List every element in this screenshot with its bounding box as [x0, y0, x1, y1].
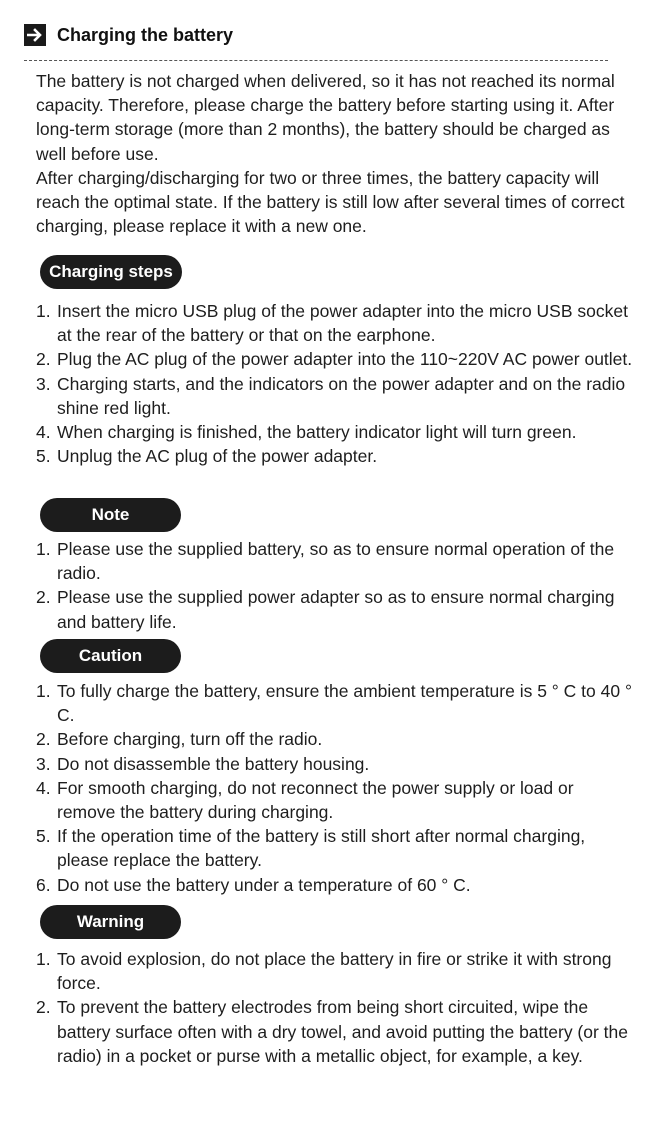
list-item — [36, 444, 636, 468]
list-item-number: 6. — [36, 874, 51, 895]
list-item-text: Before charging, turn off the radio. — [57, 729, 323, 750]
list-item — [36, 752, 636, 776]
list-item — [36, 537, 636, 585]
list-item-text: Do not use the battery under a temperature of 60 ° C. — [57, 874, 471, 895]
list-item — [36, 727, 636, 751]
list-item-number: 5. — [36, 446, 51, 467]
list-item — [36, 420, 636, 444]
list-item-number: 1. — [36, 301, 51, 321]
list-item-text: For smooth charging, do not reconnect the power supply or load or remove the battery during charging. — [57, 777, 574, 823]
warning-list — [36, 947, 636, 1068]
list-item — [36, 824, 636, 872]
list-item-text: Charging starts, and the indicators on the power adapter and on the radio shine red light. — [57, 373, 626, 418]
list-item-text: To fully charge the battery, ensure the ambient temperature is 5 ° C to 40 ° C. — [57, 681, 632, 726]
list-item-text: When charging is finished, the battery indicator light will turn green. — [57, 422, 577, 443]
note-label: Note — [40, 498, 181, 532]
list-item-number: 4. — [36, 777, 51, 798]
section-header — [24, 22, 233, 48]
caution-label: Caution — [40, 639, 181, 673]
list-item — [36, 679, 636, 727]
list-item-number: 1. — [36, 949, 51, 969]
list-item — [36, 873, 636, 897]
list-item — [36, 372, 636, 420]
list-item-number: 3. — [36, 373, 51, 394]
warning-label: Warning — [40, 905, 181, 939]
list-item-text: Insert the micro USB plug of the power adapter into the micro USB socket at the rear of the battery or that on the earphone. — [57, 301, 628, 346]
note-list — [36, 537, 636, 634]
list-item — [36, 299, 636, 347]
list-item-text: To prevent the battery electrodes from being short circuited, wipe the battery surface often with a dry towel, and avoid putting the battery (or the radio) in a pocket or purse with a metallic object, for example, a key. — [57, 997, 629, 1066]
caution-list — [36, 679, 636, 897]
charging-steps-label: Charging steps — [40, 255, 182, 289]
list-item-number: 2. — [36, 587, 51, 608]
list-item-number: 1. — [36, 539, 51, 559]
page-title: Charging the battery — [57, 24, 234, 45]
list-item-number: 5. — [36, 826, 51, 847]
list-item-text: To avoid explosion, do not place the battery in fire or strike it with strong force. — [57, 949, 612, 994]
intro-paragraph: The battery is not charged when delivered, so it has not reached its normal capacity. Therefore, please charge the battery before starting using it. After long-term storage (more than 2 months), the battery should be charged as well before use. — [36, 71, 615, 164]
list-item — [36, 947, 636, 995]
list-item-text: If the operation time of the battery is still short after normal charging, please replace the battery. — [57, 826, 586, 871]
intro-paragraph: After charging/discharging for two or three times, the battery capacity will reach the optimal state. If the battery is still low after several times of correct charging, please replace it with a new one. — [36, 167, 625, 237]
intro-text — [36, 69, 636, 238]
list-item-number: 2. — [36, 729, 51, 750]
list-item-number: 2. — [36, 997, 51, 1018]
list-item-number: 2. — [36, 349, 51, 370]
list-item-number: 3. — [36, 753, 51, 774]
list-item — [36, 585, 636, 633]
list-item-text: Please use the supplied battery, so as to ensure normal operation of the radio. — [57, 539, 615, 584]
dashed-divider — [24, 60, 608, 61]
list-item-text: Do not disassemble the battery housing. — [57, 753, 370, 774]
list-item — [36, 995, 636, 1068]
list-item — [36, 347, 636, 371]
list-item-number: 4. — [36, 422, 51, 443]
list-item-number: 1. — [36, 681, 51, 701]
list-item — [36, 776, 636, 824]
list-item-text: Plug the AC plug of the power adapter into the 110~220V AC power outlet. — [57, 349, 633, 370]
charging-steps-list — [36, 299, 636, 468]
list-item-text: Unplug the AC plug of the power adapter. — [57, 446, 378, 467]
list-item-text: Please use the supplied power adapter so as to ensure normal charging and battery life. — [57, 587, 615, 632]
arrow-right-icon — [24, 24, 46, 46]
